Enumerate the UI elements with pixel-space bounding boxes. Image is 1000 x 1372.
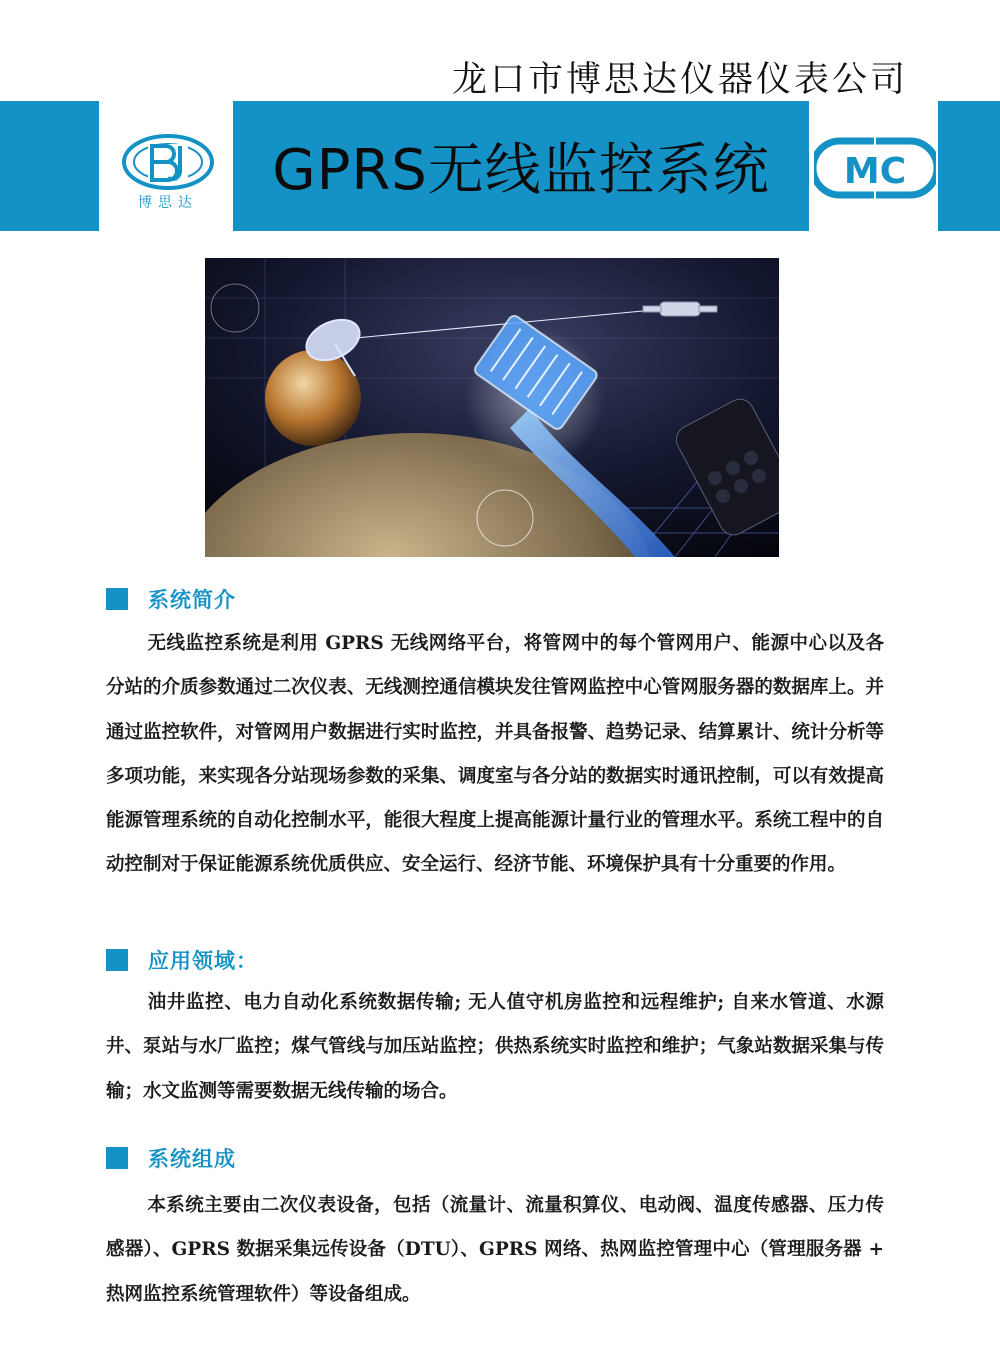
section-bullet [106, 1147, 128, 1169]
section-header-applications [106, 945, 258, 975]
section-bullet [106, 949, 128, 971]
company-name: 龙口市博思达仪器仪表公司 [451, 60, 908, 100]
section-bullet [106, 588, 128, 610]
main-title: GPRS无线监控系统 [272, 138, 770, 203]
section-body-composition-text: 本系统主要由二次仪表设备，包括（流量计、流量积算仪、电动阀、温度传感器、压力传感器）、GPRS 数据采集远传设备（DTU）、GPRS 网络、热网监控管理中心（管理服务器 + 热网监控系统管理软件）等设备组成。 [106, 1195, 884, 1305]
company-logo [118, 128, 218, 212]
section-title-applications: 应用领域： [148, 949, 258, 973]
section-body-applications-text: 油井监控、电力自动化系统数据传输; 无人值守机房监控和远程维护; 自来水管道、水源井、泵站与水厂监控；煤气管线与加压站监控；供热系统实时监控和维护；气象站数据采集与传输；水文监测等需要数据无线传输的场合。 [106, 992, 884, 1102]
header-band-right [938, 101, 1000, 231]
logo-right-text: MC [843, 151, 907, 192]
logo-left-text: 博思达 [138, 195, 198, 211]
cmc-logo [814, 135, 936, 201]
hero-image [205, 258, 779, 557]
section-body-intro-text: 无线监控系统是利用 GPRS 无线网络平台，将管网中的每个管网用户、能源中心以及各分站的介质参数通过二次仪表、无线测控通信模块发往管网监控中心管网服务器的数据库上。并通过监控软件，对管网用户数据进行实时监控，并具备报警、趋势记录、结算累计、统计分析等多项功能，来实现各分站现场参数的采集、调度室与各分站的数据实时通讯控制，可以有效提高能源管理系统的自动化控制水平，能很大程度上提高能源计量行业的管理水平。系统工程中的自动控制对于保证能源系统优质供应、安全运行、经济节能、环境保护具有十分重要的作用。 [106, 633, 884, 876]
section-header-intro [106, 584, 236, 614]
header-band-left [0, 101, 99, 231]
section-body-composition [106, 1184, 884, 1317]
section-header-composition [106, 1143, 236, 1173]
section-body-intro [106, 622, 884, 888]
section-body-applications [106, 981, 884, 1114]
section-title-intro: 系统简介 [148, 588, 236, 612]
section-title-composition: 系统组成 [148, 1147, 236, 1171]
